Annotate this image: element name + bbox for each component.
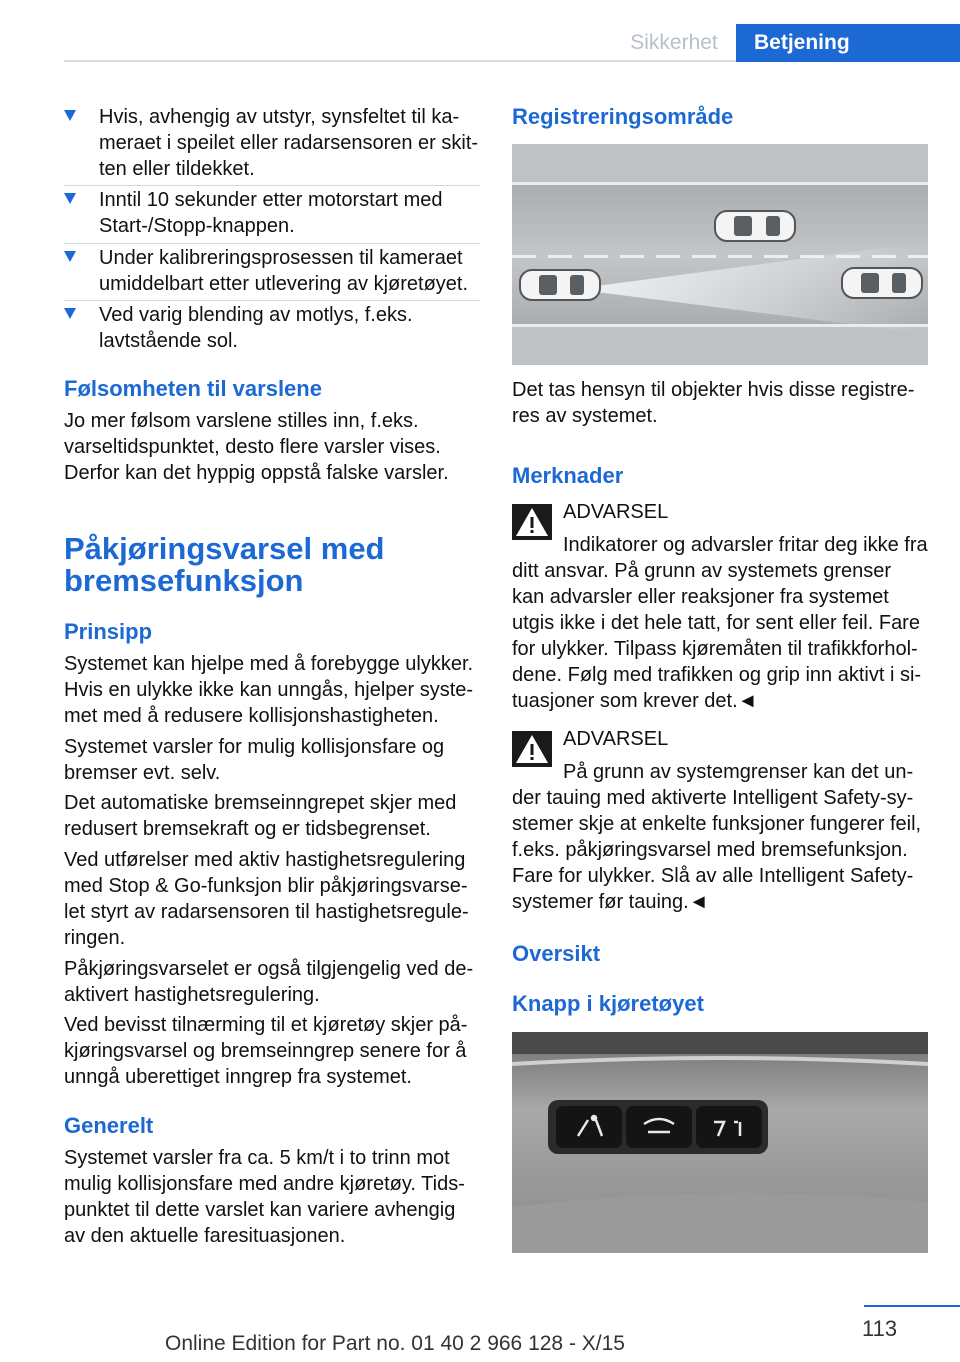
list-item-text: Inntil 10 sekunder etter motorstart med Start-/Stopp-knappen.: [99, 189, 443, 237]
footer-edition: [0, 1332, 960, 1356]
section-heading: Oversikt: [512, 941, 601, 966]
main-heading: [64, 533, 480, 597]
tab-betjening[interactable]: [736, 24, 960, 62]
tab-sikkerhet[interactable]: Sikkerhet: [630, 31, 718, 54]
car-far-icon: [842, 268, 922, 298]
list-item-text: Under kalibreringsprosessen til kameraet umiddelbart etter utlevering av kjøretøyet.: [99, 247, 469, 295]
button-lane-warning: [696, 1106, 762, 1148]
paragraph: Det automatiske bremseinngrepet skjer med redusert bremsekraft og er tidsbegrenset.: [64, 792, 457, 840]
list-item-text: Ved varig blending av motlys, f.eks. lavtstående sol.: [99, 304, 413, 352]
paragraph: Systemet varsler for mulig kollisjonsfare og bremser evt. selv.: [64, 736, 445, 784]
triangle-bullet-icon: [64, 110, 76, 121]
paragraph: Systemet kan hjelpe med å forebygge ulykker. Hvis en ulykke ikke kan unngås, hjelper systemet med å redusere kollisjonshastigheten.: [64, 653, 474, 727]
list-divider: [64, 185, 480, 186]
button-collision-warning: [626, 1106, 692, 1148]
subsection-heading: Knapp i kjøretøyet: [512, 991, 704, 1016]
paragraph: Ved utførelser med aktiv hastighetsregulering med Stop & Go-funksjon blir påkjøringsvarselet styrt av radarsensoren til hastighetsreguleringen.: [64, 849, 469, 949]
section-heading: Følsomheten til varslene: [64, 376, 322, 401]
car-ahead-icon: [715, 211, 795, 241]
warning-text: Indikatorer og advarsler fritar deg ikke fra ditt ansvar. På grunn av systemets grenser kan advarsler eller reaksjoner fra systemet utgis ikke i det hele tatt, for sent eller feil. Fare for ulykker. Tilpass kjøremåten til trafikkforholdene. Følg med trafikken og grip inn aktivt i situasjoner som krever det.◄: [512, 534, 928, 712]
vehicle-button-illustration: [512, 1032, 928, 1253]
section-heading: Merknader: [512, 463, 624, 488]
list-divider: [64, 243, 480, 244]
list-divider: [64, 300, 480, 301]
vehicle-button-photo: [512, 1032, 928, 1253]
button-pedestrian-warning: [556, 1106, 622, 1148]
list-item-text: Hvis, avhengig av utstyr, synsfeltet til kameraet i speilet eller radarsensoren er skitten eller tildekket.: [99, 106, 479, 180]
paragraph: Det tas hensyn til objekter hvis disse registreres av systemet.: [512, 379, 915, 427]
main-heading-line-2: bremsefunksjon: [64, 563, 304, 598]
main-heading-line-1: Påkjøringsvarsel med: [64, 531, 385, 566]
warning-label: ADVARSEL: [563, 728, 669, 750]
list-item: [64, 187, 480, 239]
section-heading: Prinsipp: [64, 619, 153, 644]
list-item: [64, 245, 480, 297]
footer-edition-text: Online Edition for Part no. 01 40 2 966 128 - X/15: [165, 1332, 625, 1355]
page-number: 113: [862, 1316, 898, 1341]
list-item: [64, 104, 480, 182]
own-car-icon: [520, 270, 600, 300]
section-heading: Generelt: [64, 1113, 154, 1138]
warning-label: ADVARSEL: [563, 501, 669, 523]
paragraph: Påkjøringsvarselet er også tilgjengelig ved deaktivert hastighetsregulering.: [64, 958, 474, 1006]
footer-accent-line: [864, 1305, 960, 1307]
triangle-bullet-icon: [64, 193, 76, 204]
detection-area-illustration: [512, 144, 928, 365]
paragraph: Systemet varsler fra ca. 5 km/t i to trinn mot mulig kollisjonsfare med andre kjøretøy. Tidspunktet til dette varslet kan variere avhengig av den aktuelle faresituasjonen.: [64, 1147, 465, 1247]
triangle-bullet-icon: [64, 251, 76, 262]
section-heading: Registreringsområde: [512, 104, 734, 129]
warning-text: På grunn av systemgrenser kan det under tauing med aktiverte Intelligent Safety-systemer skje at enkelte funksjoner fungerer feil, f.eks. påkjøringsvarsel med bremsefunksjon. Fare for ulykker. Slå av alle Intelligent Safety-systemer før tauing.◄: [512, 761, 922, 913]
tab-betjening-label: Betjening: [754, 31, 850, 54]
paragraph: Jo mer følsom varslene stilles inn, f.eks. varseltidspunktet, desto flere varsler vises. Derfor kan det hyppig oppstå falske varsler.: [64, 410, 449, 484]
triangle-bullet-icon: [64, 308, 76, 319]
list-item: [64, 302, 480, 354]
paragraph: Ved bevisst tilnærming til et kjøretøy skjer påkjøringsvarsel og bremseinngrep senere for å unngå uberettiget inngrep fra systemet.: [64, 1014, 468, 1088]
detection-area-figure: [512, 144, 928, 365]
